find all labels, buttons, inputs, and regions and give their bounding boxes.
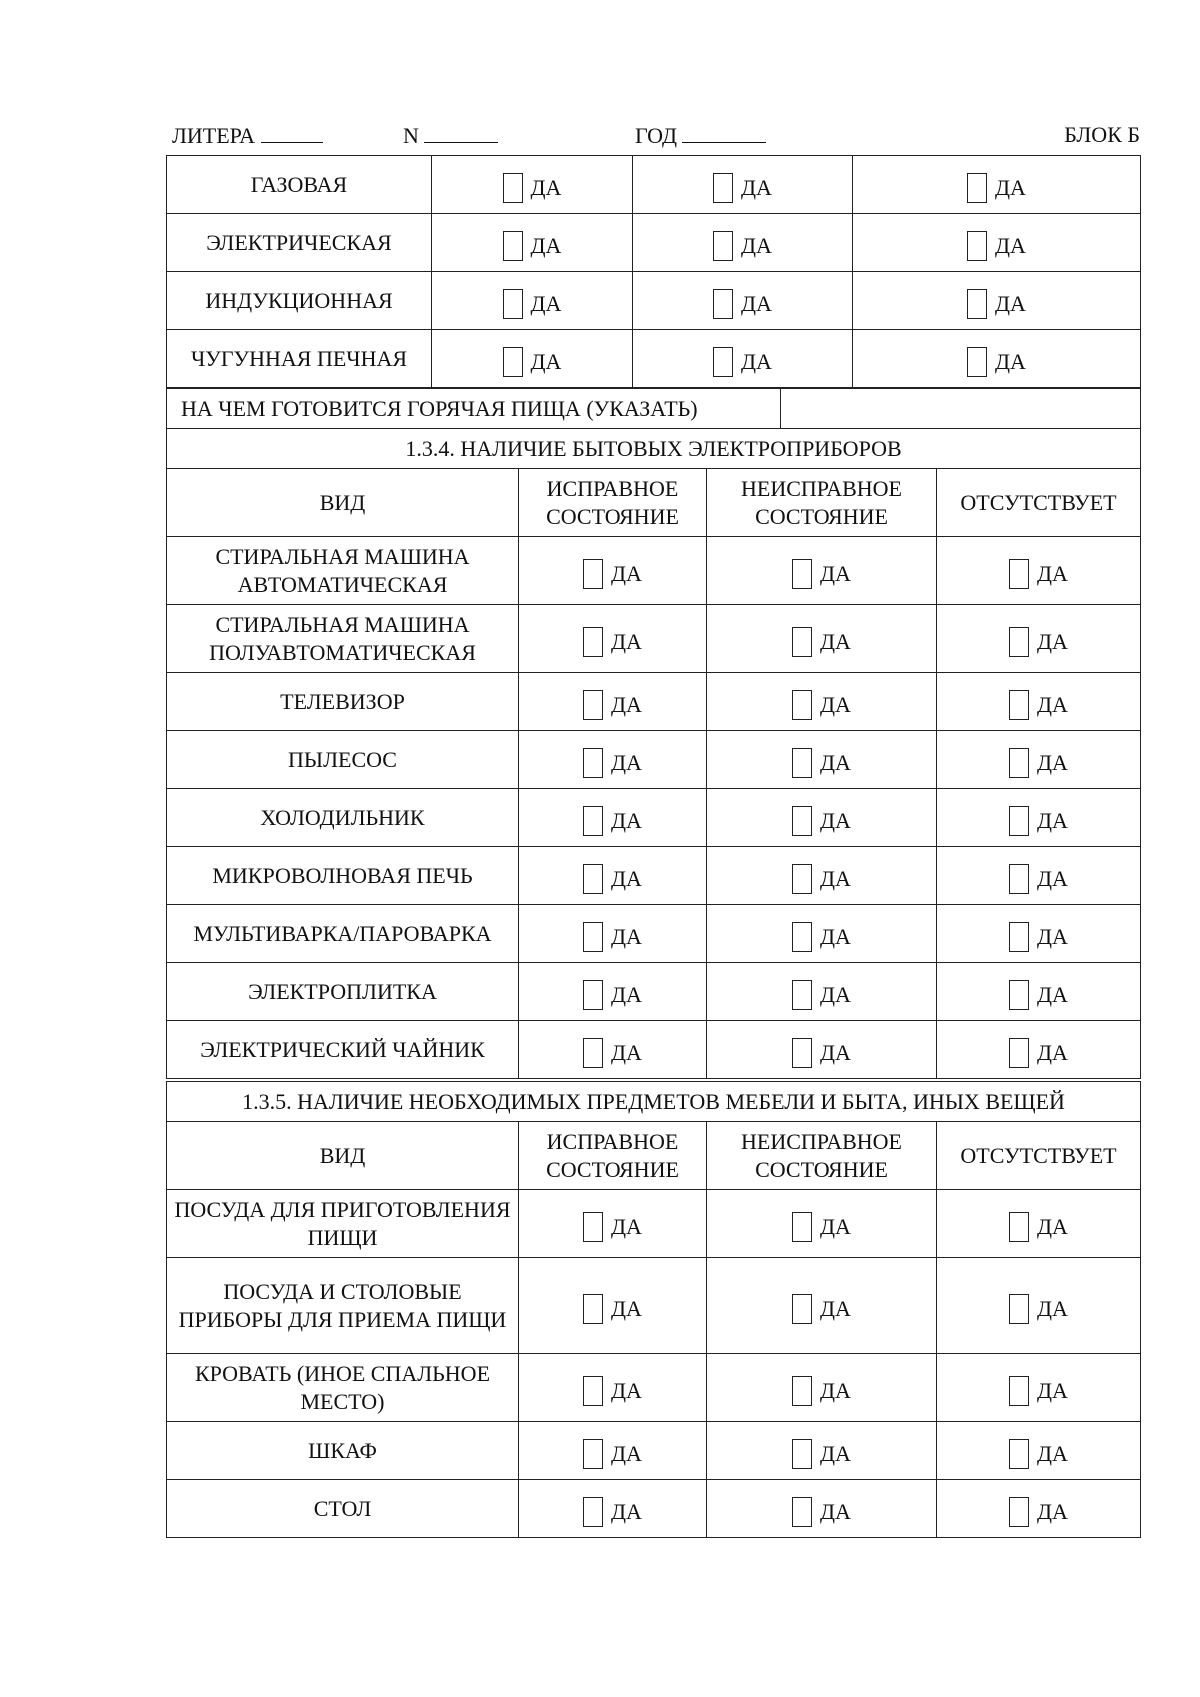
checkbox[interactable] <box>583 1497 603 1527</box>
litera-label: ЛИТЕРА <box>172 123 255 148</box>
checkbox[interactable] <box>1009 1212 1029 1242</box>
yes-label: ДА <box>820 560 851 586</box>
yes-label: ДА <box>1037 981 1068 1007</box>
broken-option-cell <box>707 673 937 731</box>
checkbox[interactable] <box>967 231 987 261</box>
checkbox[interactable] <box>792 559 812 589</box>
yes-option[interactable] <box>583 921 642 952</box>
stove-option-cell <box>853 214 1141 272</box>
working-option-cell <box>519 1422 707 1480</box>
working-option-cell <box>519 847 707 905</box>
yes-option[interactable] <box>792 747 851 778</box>
checkbox[interactable] <box>583 627 603 657</box>
hot-food-question: НА ЧЕМ ГОТОВИТСЯ ГОРЯЧАЯ ПИЩА (УКАЗАТЬ) <box>167 389 781 429</box>
yes-option[interactable] <box>1009 863 1068 894</box>
checkbox[interactable] <box>792 748 812 778</box>
absent-option-cell <box>937 1480 1141 1538</box>
checkbox[interactable] <box>583 1294 603 1324</box>
yes-option[interactable] <box>1009 689 1068 720</box>
yes-label: ДА <box>995 348 1026 374</box>
yes-label: ДА <box>820 1213 851 1239</box>
table-row <box>167 1021 1141 1079</box>
yes-label: ДА <box>530 348 562 374</box>
working-option-cell <box>519 1480 707 1538</box>
table-row <box>167 1258 1141 1354</box>
checkbox[interactable] <box>1009 748 1029 778</box>
yes-label: ДА <box>820 1498 851 1524</box>
broken-option-cell <box>707 847 937 905</box>
table-row <box>167 847 1141 905</box>
yes-label: ДА <box>820 1039 851 1065</box>
stove-type-label: ГАЗОВАЯ <box>167 156 432 214</box>
yes-option[interactable] <box>1009 747 1068 778</box>
yes-label: ДА <box>820 865 851 891</box>
checkbox[interactable] <box>792 627 812 657</box>
checkbox[interactable] <box>583 806 603 836</box>
table-row <box>167 963 1141 1021</box>
checkbox[interactable] <box>792 980 812 1010</box>
yes-option[interactable] <box>583 1293 642 1324</box>
yes-option[interactable] <box>713 346 772 377</box>
broken-option-cell <box>707 731 937 789</box>
yes-option[interactable] <box>967 288 1026 319</box>
furniture-table <box>166 1081 1141 1538</box>
year-field[interactable] <box>635 122 766 149</box>
yes-option[interactable] <box>1009 1438 1068 1469</box>
yes-option[interactable] <box>583 1211 642 1242</box>
yes-label: ДА <box>611 628 642 654</box>
stove-type-label: ИНДУКЦИОННАЯ <box>167 272 432 330</box>
working-option-cell <box>519 731 707 789</box>
broken-option-cell <box>707 1021 937 1079</box>
yes-option[interactable] <box>1009 921 1068 952</box>
yes-label: ДА <box>820 1377 851 1403</box>
yes-option[interactable] <box>503 288 562 319</box>
absent-option-cell <box>937 731 1141 789</box>
checkbox[interactable] <box>792 1439 812 1469</box>
stove-option-cell <box>853 330 1141 388</box>
yes-label: ДА <box>1037 923 1068 949</box>
item-label: ТЕЛЕВИЗОР <box>167 673 519 731</box>
yes-label: ДА <box>741 290 772 316</box>
yes-option[interactable] <box>792 689 851 720</box>
yes-option[interactable] <box>503 172 562 203</box>
working-option-cell <box>519 1258 707 1354</box>
yes-option[interactable] <box>792 1293 851 1324</box>
yes-label: ДА <box>611 749 642 775</box>
checkbox[interactable] <box>1009 806 1029 836</box>
broken-option-cell <box>707 1190 937 1258</box>
table-row <box>167 731 1141 789</box>
item-label: КРОВАТЬ (ИНОЕ СПАЛЬНОЕ МЕСТО) <box>167 1354 519 1422</box>
broken-option-cell <box>707 905 937 963</box>
form-header <box>172 122 1140 154</box>
stove-option-cell <box>853 156 1141 214</box>
absent-option-cell <box>937 905 1141 963</box>
yes-label: ДА <box>1037 807 1068 833</box>
checkbox[interactable] <box>1009 980 1029 1010</box>
yes-label: ДА <box>1037 1295 1068 1321</box>
yes-option[interactable] <box>1009 626 1068 657</box>
item-label: ШКАФ <box>167 1422 519 1480</box>
yes-option[interactable] <box>713 288 772 319</box>
yes-label: ДА <box>820 628 851 654</box>
yes-option[interactable] <box>1009 979 1068 1010</box>
absent-option-cell <box>937 1021 1141 1079</box>
item-label: ХОЛОДИЛЬНИК <box>167 789 519 847</box>
item-label: ЭЛЕКТРОПЛИТКА <box>167 963 519 1021</box>
litera-field[interactable] <box>172 122 323 149</box>
checkbox[interactable] <box>792 1376 812 1406</box>
yes-label: ДА <box>611 807 642 833</box>
yes-label: ДА <box>741 174 772 200</box>
yes-option[interactable] <box>792 1438 851 1469</box>
yes-option[interactable] <box>967 172 1026 203</box>
absent-option-cell <box>937 1354 1141 1422</box>
column-header-row <box>167 469 1141 537</box>
section-title-row <box>167 1082 1141 1122</box>
yes-option[interactable] <box>792 863 851 894</box>
checkbox[interactable] <box>792 1038 812 1068</box>
yes-label: ДА <box>820 691 851 717</box>
checkbox[interactable] <box>792 1497 812 1527</box>
yes-label: ДА <box>1037 1440 1068 1466</box>
checkbox[interactable] <box>1009 559 1029 589</box>
item-label: СТОЛ <box>167 1480 519 1538</box>
stove-option-cell <box>853 272 1141 330</box>
column-header: ИСПРАВНОЕ СОСТОЯНИЕ <box>519 1122 707 1190</box>
yes-option[interactable] <box>1009 1211 1068 1242</box>
checkbox[interactable] <box>713 347 733 377</box>
yes-option[interactable] <box>792 1375 851 1406</box>
section-title: 1.3.4. НАЛИЧИЕ БЫТОВЫХ ЭЛЕКТРОПРИБОРОВ <box>167 429 1141 469</box>
table-row <box>167 789 1141 847</box>
checkbox[interactable] <box>583 690 603 720</box>
yes-option[interactable] <box>583 1438 642 1469</box>
table-row <box>167 905 1141 963</box>
item-label: ЭЛЕКТРИЧЕСКИЙ ЧАЙНИК <box>167 1021 519 1079</box>
stove-type-label: ЧУГУННАЯ ПЕЧНАЯ <box>167 330 432 388</box>
table-row <box>167 537 1141 605</box>
table-row <box>167 605 1141 673</box>
yes-label: ДА <box>1037 560 1068 586</box>
table-row <box>167 1190 1141 1258</box>
yes-label: ДА <box>995 290 1026 316</box>
working-option-cell <box>519 905 707 963</box>
number-field[interactable] <box>403 122 498 149</box>
yes-label: ДА <box>530 174 562 200</box>
checkbox[interactable] <box>967 347 987 377</box>
yes-label: ДА <box>611 1498 642 1524</box>
absent-option-cell <box>937 789 1141 847</box>
yes-option[interactable] <box>792 1211 851 1242</box>
yes-label: ДА <box>611 1440 642 1466</box>
working-option-cell <box>519 1190 707 1258</box>
checkbox[interactable] <box>583 1376 603 1406</box>
stove-option-cell <box>432 330 633 388</box>
yes-option[interactable] <box>583 1375 642 1406</box>
item-label: ПОСУДА И СТОЛОВЫЕ ПРИБОРЫ ДЛЯ ПРИЕМА ПИЩИ <box>167 1258 519 1354</box>
absent-option-cell <box>937 847 1141 905</box>
table-row <box>167 1422 1141 1480</box>
yes-label: ДА <box>1037 1039 1068 1065</box>
yes-label: ДА <box>820 1440 851 1466</box>
yes-option[interactable] <box>967 230 1026 261</box>
checkbox[interactable] <box>583 980 603 1010</box>
yes-label: ДА <box>1037 1213 1068 1239</box>
number-label: N <box>403 123 419 148</box>
yes-label: ДА <box>820 1295 851 1321</box>
absent-option-cell <box>937 673 1141 731</box>
yes-label: ДА <box>995 174 1026 200</box>
yes-option[interactable] <box>713 230 772 261</box>
block-label: БЛОК Б <box>1064 122 1140 147</box>
checkbox[interactable] <box>583 559 603 589</box>
absent-option-cell <box>937 537 1141 605</box>
table-row <box>167 1480 1141 1538</box>
item-label: МУЛЬТИВАРКА/ПАРОВАРКА <box>167 905 519 963</box>
yes-option[interactable] <box>1009 558 1068 589</box>
yes-label: ДА <box>995 232 1026 258</box>
yes-label: ДА <box>611 865 642 891</box>
absent-option-cell <box>937 605 1141 673</box>
yes-option[interactable] <box>792 1037 851 1068</box>
yes-option[interactable] <box>792 979 851 1010</box>
checkbox[interactable] <box>1009 1376 1029 1406</box>
section-title-row <box>167 429 1141 469</box>
yes-label: ДА <box>741 348 772 374</box>
yes-option[interactable] <box>1009 1037 1068 1068</box>
yes-label: ДА <box>611 1377 642 1403</box>
yes-label: ДА <box>820 749 851 775</box>
yes-option[interactable] <box>583 979 642 1010</box>
column-header: НЕИСПРАВНОЕ СОСТОЯНИЕ <box>707 1122 937 1190</box>
yes-label: ДА <box>611 1213 642 1239</box>
absent-option-cell <box>937 963 1141 1021</box>
yes-label: ДА <box>1037 865 1068 891</box>
checkbox[interactable] <box>583 1038 603 1068</box>
column-header: НЕИСПРАВНОЕ СОСТОЯНИЕ <box>707 469 937 537</box>
yes-label: ДА <box>611 1295 642 1321</box>
stove-type-label: ЭЛЕКТРИЧЕСКАЯ <box>167 214 432 272</box>
yes-label: ДА <box>741 232 772 258</box>
absent-option-cell <box>937 1258 1141 1354</box>
appliances-table <box>166 428 1141 1079</box>
section-title: 1.3.5. НАЛИЧИЕ НЕОБХОДИМЫХ ПРЕДМЕТОВ МЕБЕЛИ И БЫТА, ИНЫХ ВЕЩЕЙ <box>167 1082 1141 1122</box>
item-label: ПЫЛЕСОС <box>167 731 519 789</box>
absent-option-cell <box>937 1190 1141 1258</box>
yes-option[interactable] <box>503 346 562 377</box>
absent-option-cell <box>937 1422 1141 1480</box>
checkbox[interactable] <box>967 173 987 203</box>
broken-option-cell <box>707 1422 937 1480</box>
working-option-cell <box>519 789 707 847</box>
table-row <box>167 1354 1141 1422</box>
checkbox[interactable] <box>713 173 733 203</box>
yes-option[interactable] <box>1009 1496 1068 1527</box>
stove-option-cell <box>633 272 853 330</box>
checkbox[interactable] <box>583 864 603 894</box>
hot-food-table <box>166 388 1141 429</box>
yes-label: ДА <box>1037 1498 1068 1524</box>
column-header-row <box>167 1122 1141 1190</box>
yes-option[interactable] <box>792 921 851 952</box>
column-header: ОТСУТСТВУЕТ <box>937 469 1141 537</box>
yes-option[interactable] <box>583 689 642 720</box>
checkbox[interactable] <box>583 1212 603 1242</box>
yes-option[interactable] <box>967 346 1026 377</box>
yes-label: ДА <box>1037 749 1068 775</box>
working-option-cell <box>519 537 707 605</box>
checkbox[interactable] <box>792 864 812 894</box>
checkbox[interactable] <box>1009 627 1029 657</box>
working-option-cell <box>519 1021 707 1079</box>
checkbox[interactable] <box>1009 1294 1029 1324</box>
yes-option[interactable] <box>583 558 642 589</box>
stove-option-cell <box>633 214 853 272</box>
broken-option-cell <box>707 789 937 847</box>
checkbox[interactable] <box>503 173 523 203</box>
yes-label: ДА <box>1037 1377 1068 1403</box>
yes-option[interactable] <box>713 172 772 203</box>
table-row <box>167 272 1141 330</box>
yes-option[interactable] <box>583 1496 642 1527</box>
number-blank[interactable] <box>424 122 498 143</box>
yes-option[interactable] <box>1009 1293 1068 1324</box>
yes-label: ДА <box>820 981 851 1007</box>
table-row <box>167 156 1141 214</box>
yes-label: ДА <box>820 807 851 833</box>
yes-label: ДА <box>1037 628 1068 654</box>
yes-label: ДА <box>1037 691 1068 717</box>
checkbox[interactable] <box>583 1439 603 1469</box>
stove-table <box>166 155 1141 388</box>
yes-label: ДА <box>820 923 851 949</box>
year-label: ГОД <box>635 123 677 148</box>
yes-label: ДА <box>611 1039 642 1065</box>
stove-option-cell <box>633 156 853 214</box>
yes-option[interactable] <box>1009 805 1068 836</box>
checkbox[interactable] <box>1009 690 1029 720</box>
item-label: СТИРАЛЬНАЯ МАШИНА ПОЛУАВТОМАТИЧЕСКАЯ <box>167 605 519 673</box>
checkbox[interactable] <box>1009 922 1029 952</box>
stove-option-cell <box>432 272 633 330</box>
yes-option[interactable] <box>503 230 562 261</box>
checkbox[interactable] <box>792 1294 812 1324</box>
checkbox[interactable] <box>583 922 603 952</box>
yes-option[interactable] <box>583 805 642 836</box>
checkbox[interactable] <box>792 1212 812 1242</box>
litera-blank[interactable] <box>261 122 323 143</box>
checkbox[interactable] <box>792 690 812 720</box>
yes-option[interactable] <box>792 626 851 657</box>
broken-option-cell <box>707 605 937 673</box>
checkbox[interactable] <box>792 806 812 836</box>
yes-option[interactable] <box>792 805 851 836</box>
table-row <box>167 214 1141 272</box>
stove-option-cell <box>432 156 633 214</box>
item-label: СТИРАЛЬНАЯ МАШИНА АВТОМАТИЧЕСКАЯ <box>167 537 519 605</box>
yes-option[interactable] <box>1009 1375 1068 1406</box>
stove-option-cell <box>633 330 853 388</box>
yes-option[interactable] <box>583 1037 642 1068</box>
yes-option[interactable] <box>792 1496 851 1527</box>
table-row <box>167 330 1141 388</box>
column-header: ОТСУТСТВУЕТ <box>937 1122 1141 1190</box>
broken-option-cell <box>707 537 937 605</box>
working-option-cell <box>519 963 707 1021</box>
yes-option[interactable] <box>583 863 642 894</box>
checkbox[interactable] <box>503 347 523 377</box>
working-option-cell <box>519 605 707 673</box>
checkbox[interactable] <box>1009 1439 1029 1469</box>
yes-label: ДА <box>611 981 642 1007</box>
stove-option-cell <box>432 214 633 272</box>
checkbox[interactable] <box>1009 1038 1029 1068</box>
hot-food-answer-field[interactable] <box>781 389 1141 429</box>
checkbox[interactable] <box>583 748 603 778</box>
checkbox[interactable] <box>503 231 523 261</box>
broken-option-cell <box>707 1480 937 1538</box>
yes-label: ДА <box>530 290 562 316</box>
column-header: ВИД <box>167 1122 519 1190</box>
checkbox[interactable] <box>713 289 733 319</box>
item-label: ПОСУДА ДЛЯ ПРИГОТОВЛЕНИЯ ПИЩИ <box>167 1190 519 1258</box>
working-option-cell <box>519 673 707 731</box>
yes-label: ДА <box>611 691 642 717</box>
yes-option[interactable] <box>792 558 851 589</box>
checkbox[interactable] <box>713 231 733 261</box>
broken-option-cell <box>707 1258 937 1354</box>
table-row <box>167 673 1141 731</box>
checkbox[interactable] <box>1009 1497 1029 1527</box>
checkbox[interactable] <box>792 922 812 952</box>
column-header: ИСПРАВНОЕ СОСТОЯНИЕ <box>519 469 707 537</box>
broken-option-cell <box>707 1354 937 1422</box>
broken-option-cell <box>707 963 937 1021</box>
year-blank[interactable] <box>682 122 766 143</box>
item-label: МИКРОВОЛНОВАЯ ПЕЧЬ <box>167 847 519 905</box>
yes-label: ДА <box>611 923 642 949</box>
yes-option[interactable] <box>583 626 642 657</box>
yes-option[interactable] <box>583 747 642 778</box>
working-option-cell <box>519 1354 707 1422</box>
checkbox[interactable] <box>967 289 987 319</box>
checkbox[interactable] <box>503 289 523 319</box>
yes-label: ДА <box>530 232 562 258</box>
column-header: ВИД <box>167 469 519 537</box>
yes-label: ДА <box>611 560 642 586</box>
checkbox[interactable] <box>1009 864 1029 894</box>
